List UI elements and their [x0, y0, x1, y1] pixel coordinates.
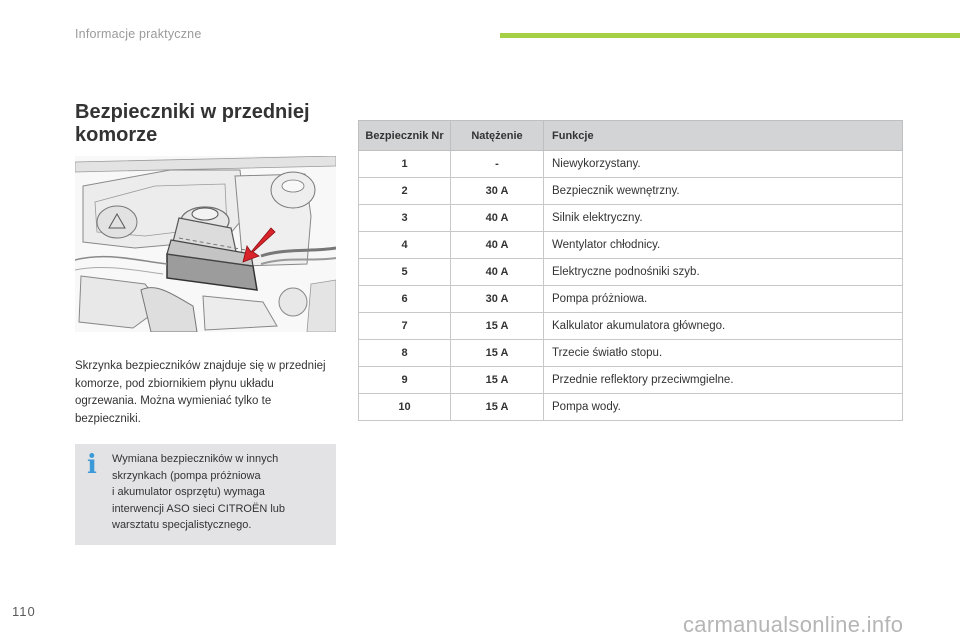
- table-row: [359, 232, 903, 259]
- amperage-cell: -: [451, 151, 544, 178]
- table-row: [359, 313, 903, 340]
- function-cell: Pompa wody.: [544, 394, 903, 421]
- engine-bay-drawing: [75, 156, 336, 332]
- section-title: Informacje praktyczne: [75, 27, 202, 41]
- table-row: [359, 178, 903, 205]
- function-cell: Kalkulator akumulatora głównego.: [544, 313, 903, 340]
- fuse-number-cell: 9: [359, 367, 451, 394]
- function-cell: Przednie reflektory przeciwmgielne.: [544, 367, 903, 394]
- info-note-line: warsztatu specjalistycznego.: [112, 519, 252, 531]
- function-cell: Pompa próżniowa.: [544, 286, 903, 313]
- info-note-line: i akumulator osprzętu) wymaga: [112, 486, 265, 498]
- table-row: [359, 151, 903, 178]
- info-icon: i: [87, 450, 97, 480]
- watermark: carmanualsonline.info: [683, 612, 904, 637]
- fusebox-description: Skrzynka bezpieczników znajduje się w przedniej komorze, pod zbiornikiem płynu układu ogrzewania. Można wymieniać tylko te bezpieczniki.: [75, 360, 326, 425]
- info-note: [75, 444, 336, 545]
- amperage-cell: 30 A: [451, 286, 544, 313]
- fuse-number-cell: 8: [359, 340, 451, 367]
- table-row: [359, 367, 903, 394]
- column-header-function: Funkcje: [544, 121, 903, 151]
- engine-compartment-illustration: [75, 156, 336, 332]
- heading-line-2: komorze: [75, 124, 158, 146]
- function-cell: Wentylator chłodnicy.: [544, 232, 903, 259]
- fuse-number-cell: 1: [359, 151, 451, 178]
- table-row: [359, 340, 903, 367]
- column-header-fuse-number: Bezpiecznik Nr: [359, 121, 451, 151]
- function-cell: Niewykorzystany.: [544, 151, 903, 178]
- page-heading: [75, 101, 310, 147]
- amperage-cell: 40 A: [451, 232, 544, 259]
- info-note-line: skrzynkach (pompa próżniowa: [112, 469, 261, 482]
- amperage-cell: 40 A: [451, 205, 544, 232]
- column-header-amperage: Natężenie: [451, 121, 544, 151]
- fuse-number-cell: 10: [359, 394, 451, 421]
- fuse-number-cell: 3: [359, 205, 451, 232]
- function-cell: Trzecie światło stopu.: [544, 340, 903, 367]
- amperage-cell: 15 A: [451, 367, 544, 394]
- amperage-cell: 15 A: [451, 340, 544, 367]
- fuse-number-cell: 2: [359, 178, 451, 205]
- fuse-number-cell: 5: [359, 259, 451, 286]
- fuse-number-cell: 6: [359, 286, 451, 313]
- info-note-text: [112, 451, 327, 534]
- info-note-line: Wymiana bezpieczników w innych: [112, 453, 279, 465]
- page-number: 110: [12, 604, 36, 619]
- heading-line-1: Bezpieczniki w przedniej: [75, 101, 310, 123]
- amperage-cell: 15 A: [451, 394, 544, 421]
- amperage-cell: 40 A: [451, 259, 544, 286]
- table-row: [359, 205, 903, 232]
- amperage-cell: 30 A: [451, 178, 544, 205]
- table-row: [359, 286, 903, 313]
- header-accent-bar: [500, 33, 960, 38]
- function-cell: Silnik elektryczny.: [544, 205, 903, 232]
- table-row: [359, 259, 903, 286]
- fuse-table-header: [359, 121, 903, 151]
- info-note-line: interwencji ASO sieci CITROËN lub: [112, 502, 285, 515]
- table-row: [359, 394, 903, 421]
- amperage-cell: 15 A: [451, 313, 544, 340]
- function-cell: Bezpiecznik wewnętrzny.: [544, 178, 903, 205]
- function-cell: Elektryczne podnośniki szyb.: [544, 259, 903, 286]
- fuse-number-cell: 4: [359, 232, 451, 259]
- fuse-table: [358, 120, 903, 421]
- fuse-number-cell: 7: [359, 313, 451, 340]
